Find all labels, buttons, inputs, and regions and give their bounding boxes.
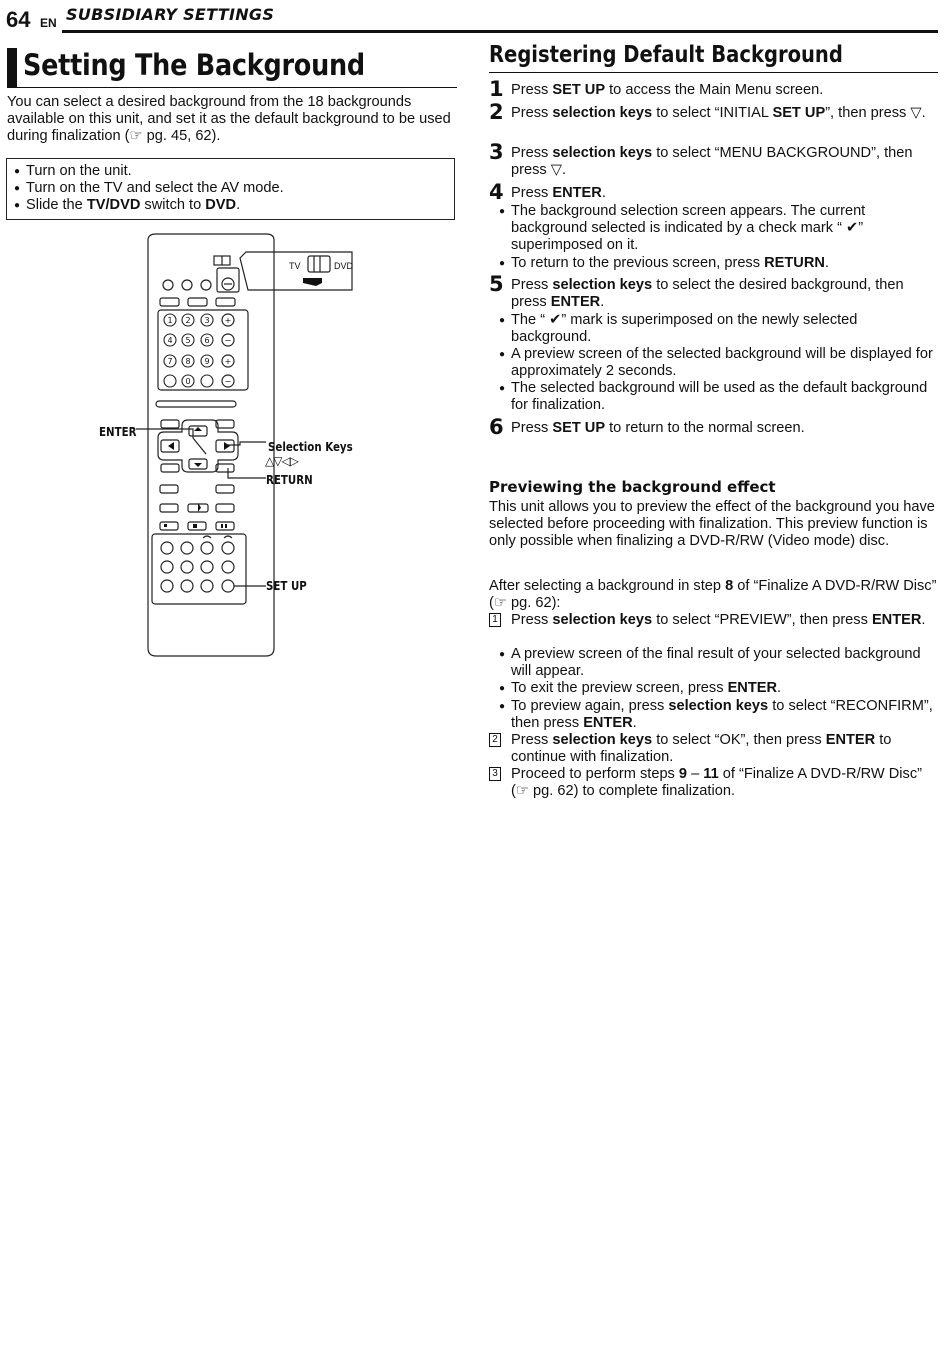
bullet-icon: ● [499,315,506,326]
section-title: SUBSIDIARY SETTINGS [66,5,275,24]
intro-paragraph: You can select a desired background from the 18 backgrounds available on this unit, and set it as the default background to be used during finalization (☞ pg. 45, 62). [7,94,451,145]
vol-plus: + [224,316,232,325]
ch-plus: + [224,357,232,366]
title-rule [7,87,457,88]
key-3: 3 [204,316,210,325]
return-label: RETURN [266,472,313,487]
bullet-icon: ● [499,383,506,394]
step-1 [489,77,938,101]
bullet-text: The background selection screen appears. The current background selected is indicated by a check mark “ ✔” superimposed on it. [511,203,866,254]
bullet-text: To preview again, press selection keys to select “RECONFIRM”, then press ENTER. [511,698,933,732]
bullet-item [499,698,939,732]
key-8: 8 [185,357,191,366]
key-7: 7 [167,357,173,366]
bullet-icon: ● [499,649,506,660]
step-4 [489,180,938,204]
bullet-text: The selected background will be used as the default background for finalization. [511,380,928,414]
step-text: Press selection keys to select “MENU BACKGROUND”, then press ▽. [511,145,913,179]
step-number: 3 [489,140,504,164]
prep-item: ● Turn on the unit. [14,163,454,180]
key-5: 5 [185,336,191,345]
key-2: 2 [185,316,191,325]
preview-heading: Previewing the background effect [489,478,776,496]
step-number: 4 [489,180,504,204]
header-rule [62,30,938,33]
ch-minus: − [224,377,232,386]
substep-3 [489,766,938,800]
step-text: Press SET UP to return to the normal screen. [511,420,805,436]
step-number: 1 [489,77,504,101]
enter-label: ENTER [99,424,137,439]
page-language: EN [40,16,57,30]
registering-title: Registering Default Background [489,42,843,68]
bullet-item [499,203,939,255]
step-2 [489,100,938,124]
step-text: Press selection keys to select “INITIAL SET UP”, then press ▽. [511,105,926,121]
key-6: 6 [204,336,210,345]
bullet-item [499,380,939,414]
key-0: 0 [185,377,191,386]
step-5 [489,272,938,311]
substep-2 [489,732,938,766]
prep-text: Slide the TV/DVD switch to DVD. [26,197,241,213]
prep-item [14,180,454,197]
bullet-icon: ● [499,349,506,360]
bullet-item [499,680,939,697]
setup-label: SET UP [266,578,307,593]
substep-number: 2 [489,733,501,747]
bullet-text: To exit the preview screen, press ENTER. [511,680,782,696]
step-text: Press SET UP to access the Main Menu screen. [511,82,824,98]
bullet-text: The “ ✔” mark is superimposed on the newly selected background. [511,312,858,346]
substep-text: Press selection keys to select “OK”, then press ENTER to continue with finalization. [511,732,892,766]
switch-dvd-label: DVD [334,261,354,271]
bullet-item [499,646,939,680]
substep-text: Proceed to perform steps 9 – 11 of “Finalize A DVD-R/RW Disc” (☞ pg. 62) to complete finalization. [511,766,922,800]
key-1: 1 [167,316,173,325]
bullet-icon: ● [499,701,506,712]
step-3 [489,140,938,179]
preparation-box [6,158,455,220]
substep-number: 1 [489,613,501,627]
arrow-keys-label: △▽◁▷ [265,454,298,468]
bullet-item [499,255,939,272]
step-number: 5 [489,272,504,296]
prep-text: Turn on the TV and select the AV mode. [26,180,284,196]
vol-minus: − [224,336,232,345]
substep-number: 3 [489,767,501,781]
step-6 [489,415,938,439]
key-4: 4 [167,336,173,345]
step-number: 6 [489,415,504,439]
registering-rule [489,72,938,73]
page-title: Setting The Background [23,48,365,82]
after-selecting-paragraph: After selecting a background in step 8 of “Finalize A DVD-R/RW Disc” (☞ pg. 62): [489,578,937,612]
substep-1 [489,612,938,629]
bullet-icon: ● [499,206,506,217]
bullet-icon: ● [499,683,506,694]
switch-tv-label: TV [289,261,301,271]
step-text: Press ENTER. [511,185,606,201]
step-number: 2 [489,100,504,124]
substep-text: Press selection keys to select “PREVIEW”, then press ENTER. [511,612,926,628]
preview-paragraph: This unit allows you to preview the effect of the background you have selected before proceeding with finalization. This preview function is only possible when finalizing a DVD-R/RW (Video mode) disc. [489,499,935,550]
bullet-item [499,312,939,346]
bullet-text: A preview screen of the final result of your selected background will appear. [511,646,921,680]
selection-keys-label: Selection Keys [268,439,353,454]
bullet-icon: ● [499,258,506,269]
title-bar [7,48,17,88]
key-9: 9 [204,357,210,366]
step-text: Press selection keys to select the desired background, then press ENTER. [511,277,904,311]
bullet-text: A preview screen of the selected background will be displayed for approximately 2 seconds. [511,346,933,380]
bullet-text: To return to the previous screen, press RETURN. [511,255,829,271]
prep-item [14,197,454,214]
bullet-item [499,346,939,380]
page-number: 64 [6,7,31,32]
